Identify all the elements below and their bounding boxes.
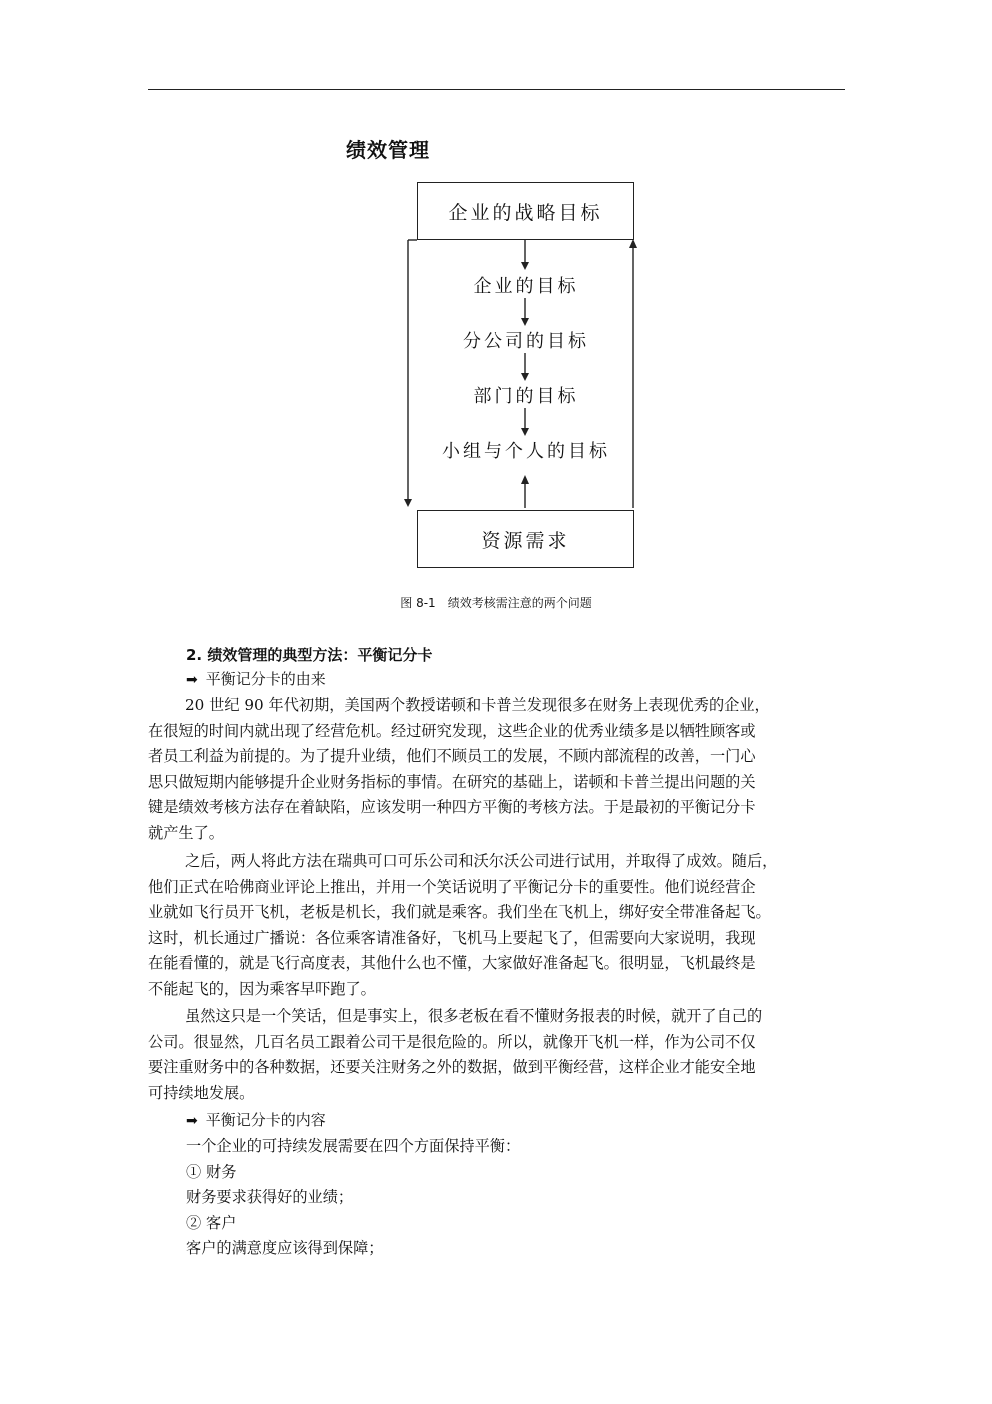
bullet-content-label: 平衡记分卡的内容: [205, 1111, 326, 1129]
para-line: 在很短的时间内就出现了经营危机。经过研究发现，这些企业的优秀业绩多是以牺牲顾客或: [148, 721, 756, 740]
para-line: 键是绩效考核方法存在着缺陷，应该发明一种四方平衡的考核方法。于是最初的平衡记分卡: [148, 798, 756, 816]
para-line: 不能起飞的，因为乘客早吓跑了。: [148, 979, 376, 998]
strategy-goal-box: 企业的战略目标: [417, 182, 634, 240]
para-line: 20 世纪 90 年代初期，美国两个教授诺顿和卡普兰发现很多在财务上表现优秀的企业，: [185, 696, 770, 714]
list-item: 一个企业的可持续发展需要在四个方面保持平衡：: [186, 1137, 521, 1155]
figure-caption: 图 8-1 绩效考核需注意的两个问题: [400, 596, 592, 610]
bullet-content: [186, 1109, 326, 1130]
para-line: 者员工利益为前提的。为了提升业绩，他们不顾员工的发展，不顾内部流程的改善，一门心: [148, 747, 756, 765]
para-line: 公司。很显然，几百名员工跟着公司干是很危险的。所以，就像开飞机一样，作为公司不仅: [148, 1032, 756, 1051]
para-line: 虽然这只是一个笑话，但是事实上，很多老板在看不懂财务报表的时候，就开了自己的: [185, 1007, 763, 1025]
arrow-bullet-icon: ➡: [186, 672, 198, 688]
para-line: 可持续地发展。: [148, 1083, 255, 1102]
para-line: 业就如飞行员开飞机，老板是机长，我们就是乘客。我们坐在飞机上，绑好安全带准备起飞。: [148, 903, 771, 921]
para-line: 要注重财务中的各种数据，还要关注财务之外的数据，做到平衡经营，这样企业才能安全地: [148, 1058, 756, 1076]
paragraph-trial: [148, 849, 848, 1002]
list-item: ② 客户: [186, 1213, 237, 1232]
balance-list: [186, 1134, 846, 1262]
para-line: 之后，两人将此方法在瑞典可口可乐公司和沃尔沃公司进行试用，并取得了成效。随后，: [185, 852, 778, 870]
step-department-goal: 部门的目标: [473, 386, 579, 407]
step-team-individual-goal: 小组与个人的目标: [442, 441, 610, 462]
resource-demand-box: 资源需求: [417, 510, 634, 568]
header-rule: [148, 89, 845, 90]
bullet-origin-label: 平衡记分卡的由来: [205, 670, 326, 688]
list-item: 客户的满意度应该得到保障；: [186, 1239, 384, 1257]
list-item: 财务要求获得好的业绩；: [186, 1188, 354, 1206]
bullet-origin: [186, 668, 326, 689]
para-line: 思只做短期内能够提升企业财务指标的事情。在研究的基础上，诺顿和卡普兰提出问题的关: [148, 772, 756, 791]
arrow-bullet-icon: ➡: [186, 1113, 198, 1129]
para-line: 就产生了。: [148, 823, 224, 842]
para-line: 在能看懂的，就是飞行高度表，其他什么也不懂，大家做好准备起飞。很明显，飞机最终是: [148, 954, 756, 972]
paragraph-joke: [148, 1004, 848, 1106]
list-item: ① 财务: [186, 1162, 237, 1181]
figure-title: 绩效管理: [346, 138, 430, 162]
section-heading: 2. 绩效管理的典型方法：平衡记分卡: [186, 646, 433, 664]
para-line: 这时，机长通过广播说：各位乘客请准备好，飞机马上要起飞了，但需要向大家说明，我现: [148, 928, 756, 947]
paragraph-origin: [148, 693, 848, 846]
para-line: 他们正式在哈佛商业评论上推出，并用一个笑话说明了平衡记分卡的重要性。他们说经营企: [148, 877, 756, 896]
step-company-goal: 企业的目标: [473, 276, 579, 297]
step-branch-goal: 分公司的目标: [463, 331, 589, 352]
